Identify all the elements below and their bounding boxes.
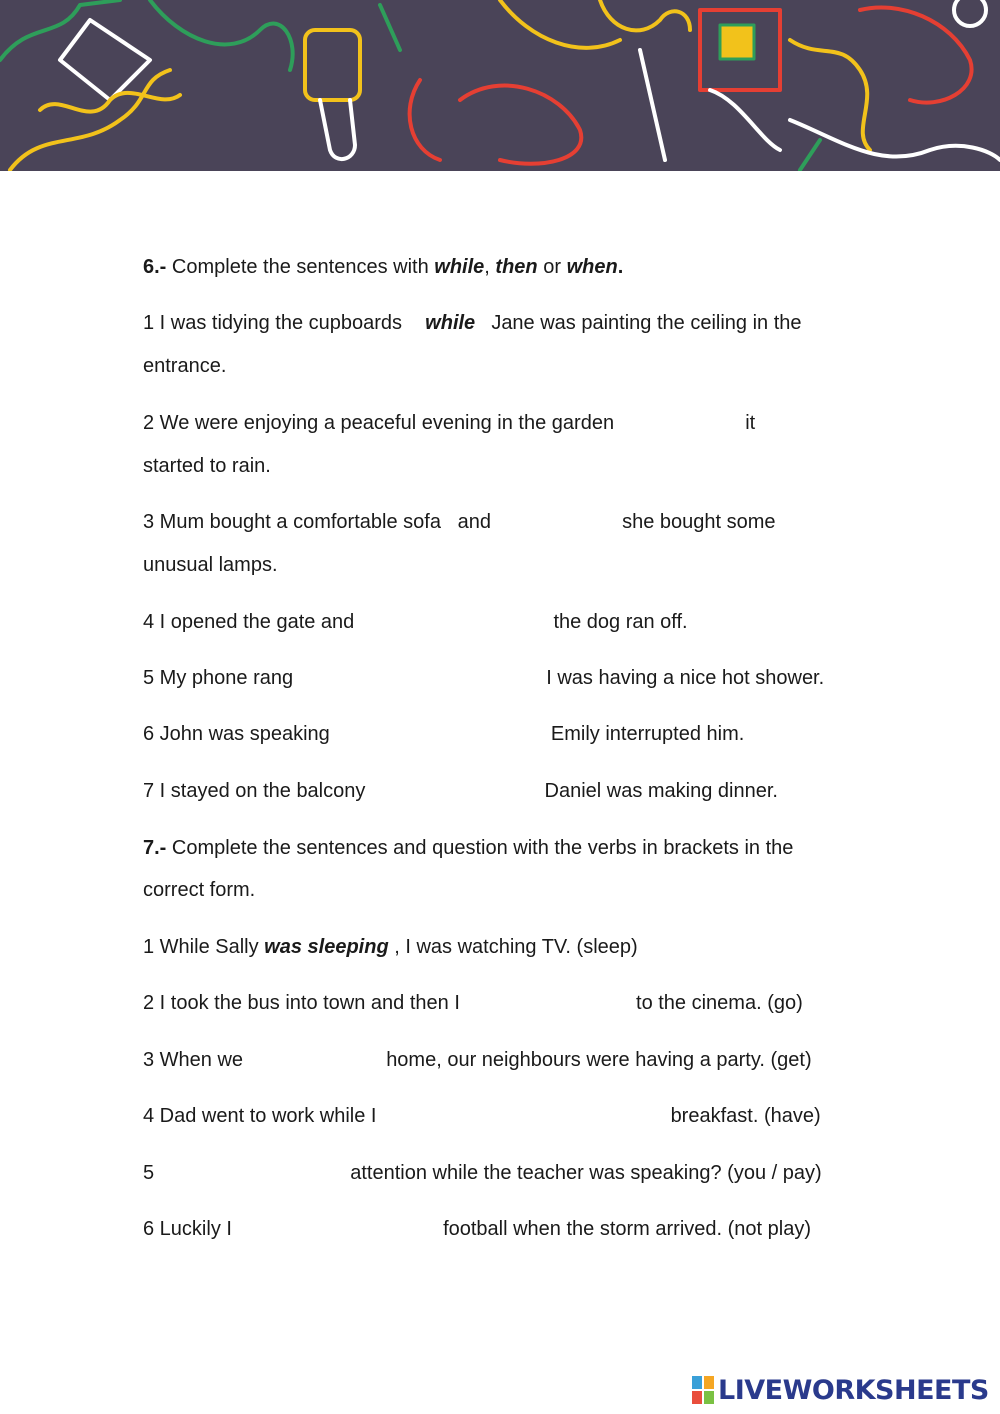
- sentence-end: football when the storm arrived. (not play): [443, 1218, 812, 1240]
- sentence-end: Daniel was making dinner.: [544, 780, 778, 802]
- exercise-6-number: 6.-: [143, 256, 167, 278]
- exercise-6-item-6: [143, 722, 744, 746]
- header-banner-illustration: [0, 0, 1000, 171]
- instruction-text: Complete the sentences and question with the verbs in brackets in the: [171, 837, 794, 859]
- separator: .: [617, 256, 624, 278]
- sentence-start: 1 I was tidying the cupboards: [143, 312, 403, 334]
- exercise-7-instruction: [143, 836, 793, 860]
- abstract-doodle-illustration: [0, 0, 1000, 171]
- sentence-start: 6 John was speaking: [143, 723, 330, 745]
- sentence-start: 7 I stayed on the balcony: [143, 780, 366, 802]
- sentence-start: 6 Luckily I: [143, 1218, 232, 1240]
- separator: ,: [484, 256, 490, 278]
- option-when: when: [566, 256, 618, 278]
- exercise-7-item-3: [143, 1048, 812, 1072]
- exercise-7-item-2: [143, 991, 803, 1015]
- answer-blank-filled[interactable]: while: [425, 312, 476, 334]
- sentence-start: 5 My phone rang: [143, 667, 294, 689]
- exercise-6-item-2: [143, 411, 755, 435]
- exercise-6-item-7: [143, 779, 778, 803]
- liveworksheets-wordmark: LIVEWORKSHEETS: [718, 1374, 989, 1406]
- exercise-6-item-2-continued: started to rain.: [143, 455, 271, 477]
- sentence-end: Emily interrupted him.: [550, 723, 745, 745]
- sentence-end: attention while the teacher was speaking? (you / pay): [350, 1162, 822, 1184]
- exercise-7-item-4: [143, 1104, 821, 1128]
- sentence-end: , I was watching TV. (sleep): [394, 936, 638, 958]
- sentence-start: 1 While Sally: [143, 936, 259, 958]
- option-while: while: [434, 256, 485, 278]
- sentence-end: Jane was painting the ceiling in the: [491, 312, 802, 334]
- exercise-7-item-5: [143, 1161, 822, 1185]
- exercise-6-item-1: [143, 311, 802, 335]
- exercise-6-item-1-continued: entrance.: [143, 355, 227, 377]
- sentence-end: breakfast. (have): [670, 1105, 821, 1127]
- exercise-7-item-6: [143, 1217, 811, 1241]
- sentence-end: I was having a nice hot shower.: [546, 667, 825, 689]
- sentence-end: to the cinema. (go): [636, 992, 803, 1014]
- exercise-7-item-1: [143, 935, 638, 959]
- exercise-7-instruction-continued: correct form.: [143, 879, 256, 901]
- exercise-6-item-3: [143, 510, 776, 534]
- sentence-start: 2 I took the bus into town and then I: [143, 992, 460, 1014]
- liveworksheets-logo-icon: [692, 1376, 714, 1404]
- sentence-start: 4 Dad went to work while I: [143, 1105, 377, 1127]
- sentence-start: 5: [143, 1162, 155, 1184]
- sentence-start: 4 I opened the gate and: [143, 611, 355, 633]
- exercise-7-number: 7.-: [143, 837, 167, 859]
- sentence-end: home, our neighbours were having a party. (get): [386, 1049, 812, 1071]
- sentence-end: it: [745, 412, 756, 434]
- exercise-6-item-4: [143, 610, 688, 634]
- instruction-text: Complete the sentences with: [171, 256, 429, 278]
- sentence-start: 3 When we: [143, 1049, 244, 1071]
- answer-blank-filled[interactable]: was sleeping: [264, 936, 389, 958]
- liveworksheets-branding: [692, 1372, 989, 1408]
- sentence-end: she bought some: [622, 511, 776, 533]
- exercise-6-item-3-continued: unusual lamps.: [143, 554, 278, 576]
- exercise-6-instruction: [143, 255, 623, 279]
- sentence-end: the dog ran off.: [553, 611, 688, 633]
- sentence-start: 2 We were enjoying a peaceful evening in the garden: [143, 412, 615, 434]
- sentence-start: 3 Mum bought a comfortable sofa and: [143, 511, 491, 533]
- separator: or: [543, 256, 561, 278]
- option-then: then: [495, 256, 538, 278]
- exercise-6-item-5: [143, 666, 824, 690]
